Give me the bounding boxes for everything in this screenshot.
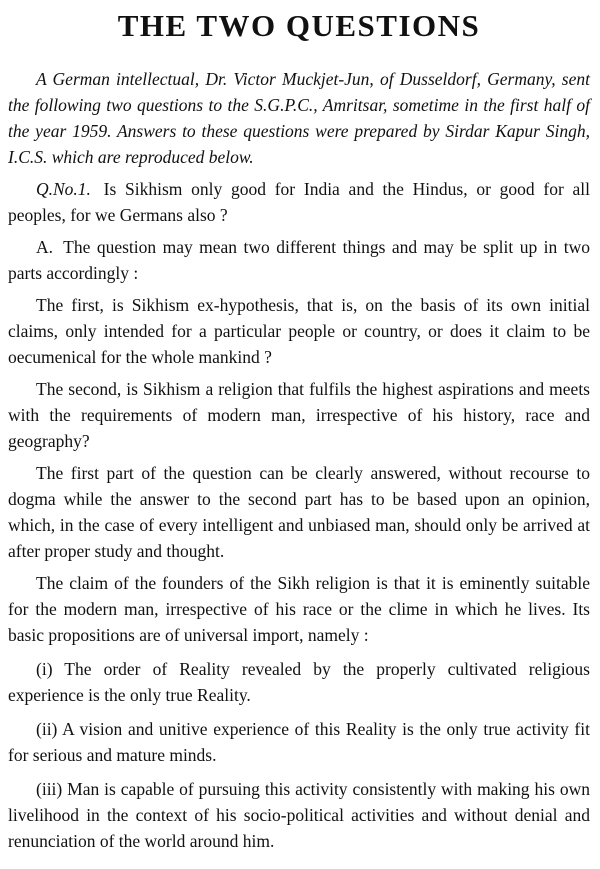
proposition-item: (i) The order of Reality revealed by the properly cultivated religious experience is the only true Reality. [8,659,590,705]
question-text: Is Sikhism only good for India and the Hindus, or good for all peoples, for we Germans also ? [8,179,590,225]
intro-paragraph: A German intellectual, Dr. Victor Muckjet-Jun, of Dusseldorf, Germany, sent the following two questions to the S.G.P.C., Amritsar, sometime in the first half of the year 1959. Answers to these questions were prepared by Sirdar Kapur Singh, I.C.S. which are reproduced below. [8,69,590,167]
body-paragraph: The first, is Sikhism ex-hypothesis, that is, on the basis of its own initial claims, only intended for a particular people or country, or does it claim to be oecumenical for the whole mankind ? [8,295,590,367]
question-paragraph [8,176,590,228]
body-paragraph: The claim of the founders of the Sikh religion is that it is eminently suitable for the modern man, irrespective of his race or the clime in which he lives. Its basic propositions are of universal import, namely : [8,573,590,645]
question-label: Q.No.1. [36,179,91,199]
proposition-item: (ii) A vision and unitive experience of this Reality is the only true activity fit for serious and mature minds. [8,719,590,765]
answer-label: A. [36,237,54,257]
body-paragraph: The second, is Sikhism a religion that fulfils the highest aspirations and meets with the requirements of modern man, irrespective of his history, race and geography? [8,379,590,451]
proposition-item: (iii) Man is capable of pursuing this activity consistently with making his own livelihood in the context of his socio-political activities and without denial and renunciation of the world around him. [8,779,590,851]
answer-text: The question may mean two different things and may be split up in two parts accordingly : [8,237,590,283]
page-title: THE TWO QUESTIONS [117,8,481,43]
answer-paragraph [8,234,590,286]
body-paragraph: The first part of the question can be clearly answered, without recourse to dogma while the answer to the second part has to be based upon an opinion, which, in the case of every intelligent and unbiased man, should only be arrived at after proper study and thought. [8,463,590,561]
